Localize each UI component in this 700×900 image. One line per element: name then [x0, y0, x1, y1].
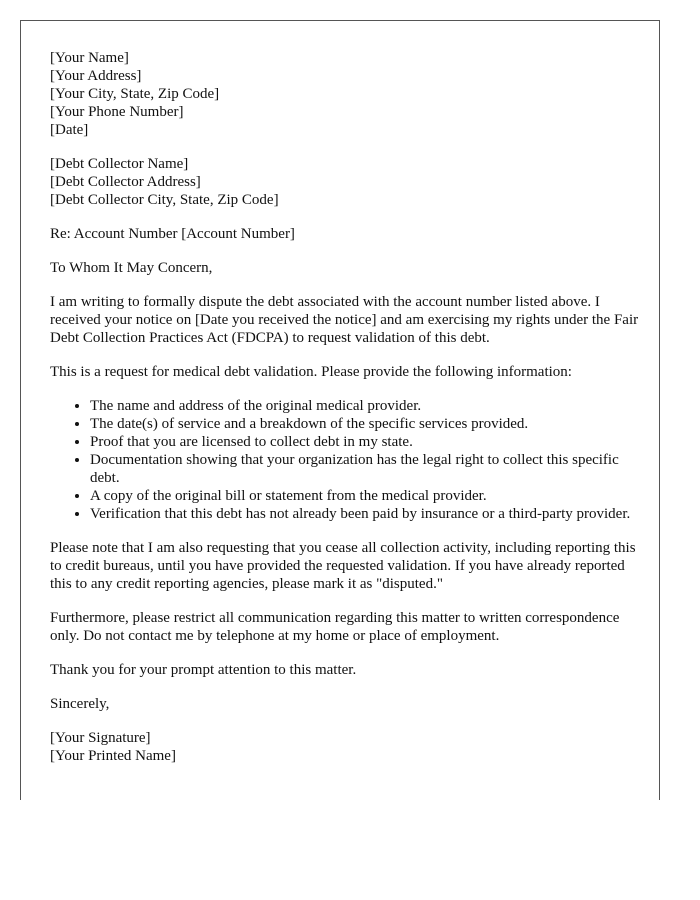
- letter-body: [50, 49, 645, 765]
- salutation: To Whom It May Concern,: [50, 260, 213, 276]
- closing: Sincerely,: [50, 696, 110, 712]
- sender-city-state-zip: [Your City, State, Zip Code]: [50, 86, 220, 102]
- list-item: • The name and address of the original medical provider.: [90, 397, 645, 415]
- sender-address-block: [50, 49, 645, 139]
- list-item: • Documentation showing that your organization has the legal right to collect this specific debt.: [90, 451, 645, 487]
- recipient-address: [Debt Collector Address]: [50, 174, 201, 190]
- recipient-name: [Debt Collector Name]: [50, 156, 189, 172]
- request-paragraph: This is a request for medical debt validation. Please provide the following information:: [50, 364, 572, 380]
- recipient-address-block: [50, 155, 645, 209]
- signature: [Your Signature]: [50, 730, 151, 746]
- thanks-paragraph: Thank you for your prompt attention to this matter.: [50, 662, 357, 678]
- list-item: • Verification that this debt has not already been paid by insurance or a third-party provider.: [90, 505, 645, 523]
- cease-paragraph: Please note that I am also requesting that you cease all collection activity, including reporting this to credit bureaus, until you have provided the requested validation. If you have already reported this to any credit reporting agencies, please mark it as "disputed.": [50, 540, 636, 592]
- letter-date: [Date]: [50, 122, 89, 138]
- list-item: • A copy of the original bill or statement from the medical provider.: [90, 487, 645, 505]
- communication-paragraph: Furthermore, please restrict all communication regarding this matter to written correspondence only. Do not contact me by telephone at my home or place of employment.: [50, 610, 620, 644]
- request-list: [50, 397, 645, 523]
- sender-phone: [Your Phone Number]: [50, 104, 184, 120]
- list-item: • Proof that you are licensed to collect debt in my state.: [90, 433, 645, 451]
- printed-name: [Your Printed Name]: [50, 748, 176, 764]
- letter-page: [20, 20, 660, 800]
- signature-block: [50, 729, 645, 765]
- intro-paragraph: I am writing to formally dispute the debt associated with the account number listed above. I received your notice on [Date you received the notice] and am exercising my rights under the Fair Debt Collection Practices Act (FDCPA) to request validation of this debt.: [50, 294, 639, 346]
- recipient-city-state-zip: [Debt Collector City, State, Zip Code]: [50, 192, 279, 208]
- sender-name: [Your Name]: [50, 50, 129, 66]
- list-item: • The date(s) of service and a breakdown of the specific services provided.: [90, 415, 645, 433]
- subject-line: Re: Account Number [Account Number]: [50, 226, 295, 242]
- sender-address: [Your Address]: [50, 68, 142, 84]
